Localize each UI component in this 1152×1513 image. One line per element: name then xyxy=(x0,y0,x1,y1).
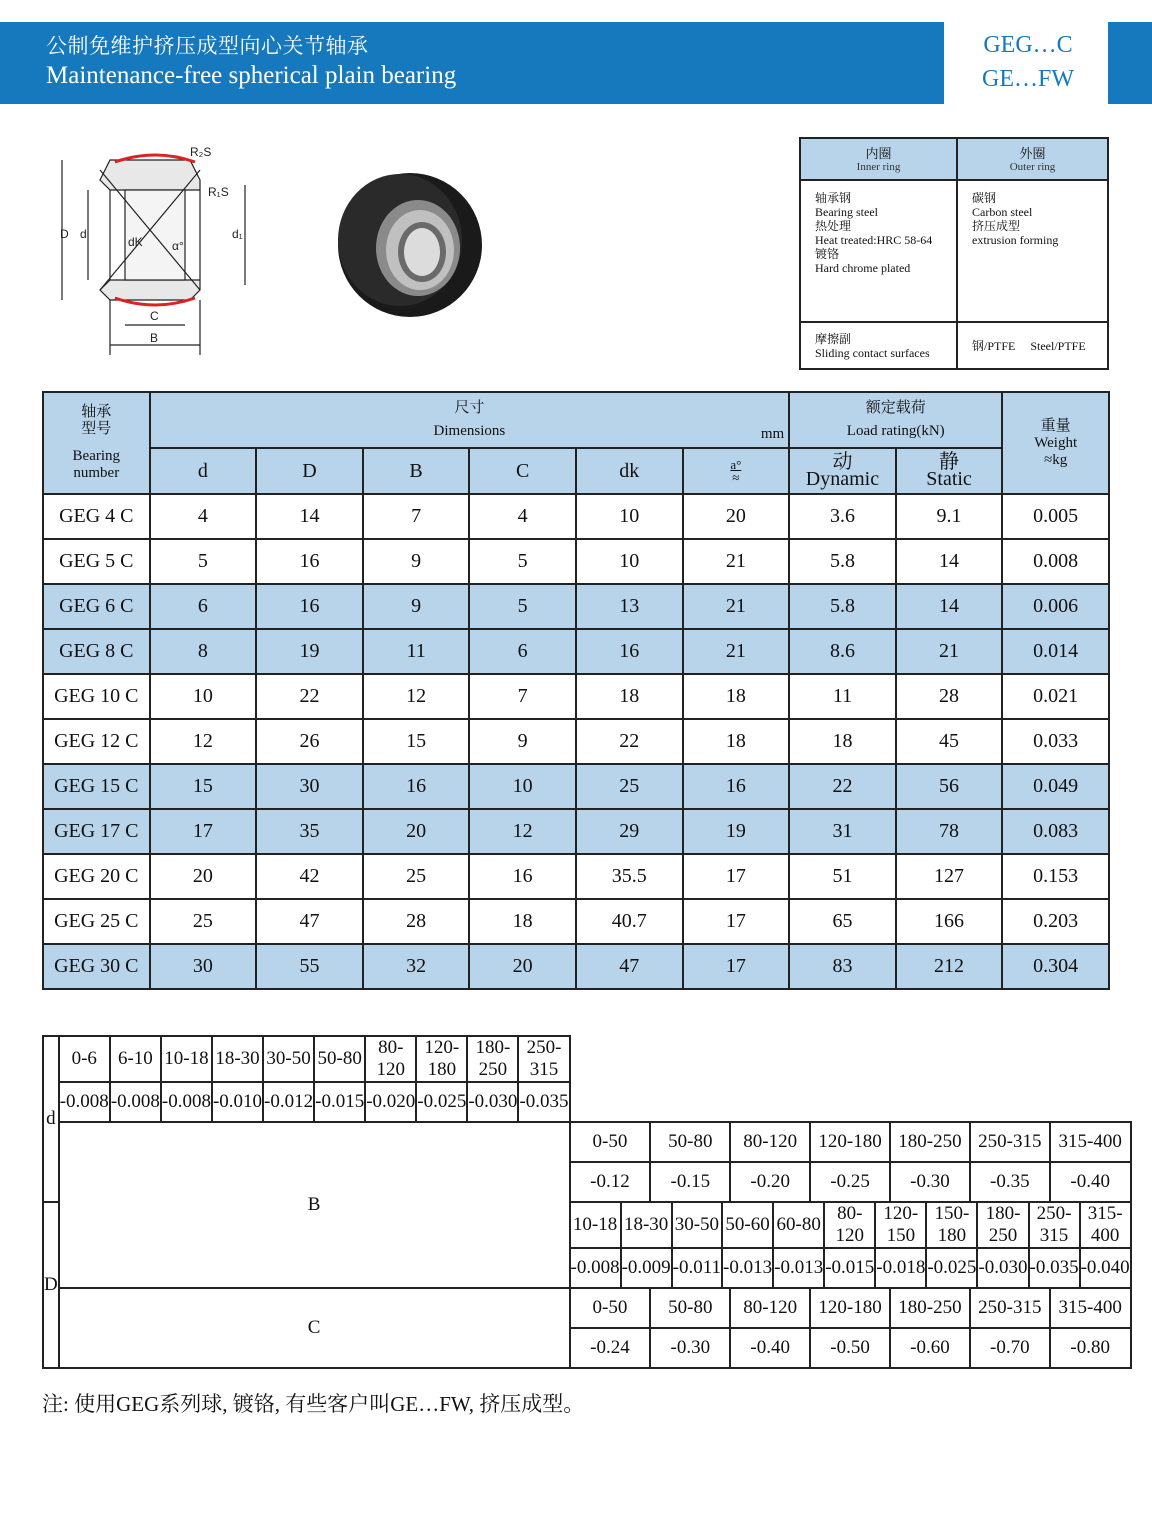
tolerance-value-cell: -0.010 xyxy=(212,1082,263,1121)
table-cell: 4 xyxy=(150,494,257,539)
table-cell: 13 xyxy=(576,584,683,629)
table-cell: 0.033 xyxy=(1002,719,1109,764)
label-C: C xyxy=(150,309,159,323)
tolerance-value-cell: -0.40 xyxy=(730,1328,810,1367)
tolerance-range-cell: 30-50 xyxy=(263,1037,314,1082)
table-cell: 8.6 xyxy=(789,629,896,674)
tolerance-range-cell: 180-250 xyxy=(467,1037,518,1082)
tolerance-value-cell: -0.60 xyxy=(890,1328,970,1367)
table-row xyxy=(43,719,1109,764)
tolerance-range-cell: 150-180 xyxy=(926,1203,977,1248)
tolerance-range-cell: 0-50 xyxy=(571,1123,651,1162)
table-cell: 26 xyxy=(256,719,363,764)
table-cell: 25 xyxy=(363,854,470,899)
bearing-number-cell: GEG 4 C xyxy=(43,494,150,539)
tolerance-range-cell: 250-315 xyxy=(518,1037,568,1082)
table-cell: 20 xyxy=(469,944,576,989)
table-cell: 0.083 xyxy=(1002,809,1109,854)
tolerance-range-cell: 0-50 xyxy=(571,1289,651,1328)
tolerance-value-cell: -0.25 xyxy=(810,1162,890,1201)
tolerance-range-cell: 250-315 xyxy=(970,1289,1050,1328)
bearing-number-cell: GEG 17 C xyxy=(43,809,150,854)
table-row xyxy=(43,539,1109,584)
table-cell: 16 xyxy=(683,764,790,809)
bearing-number-cell: GEG 20 C xyxy=(43,854,150,899)
bearing-number-cell: GEG 5 C xyxy=(43,539,150,584)
tolerance-label: C xyxy=(59,1288,570,1368)
label-dk: dK xyxy=(128,235,143,249)
table-cell: 0.005 xyxy=(1002,494,1109,539)
bearing-number-cell: GEG 25 C xyxy=(43,899,150,944)
tolerance-value-cell: -0.018 xyxy=(875,1248,926,1287)
table-cell: 0.021 xyxy=(1002,674,1109,719)
tolerance-value-cell: -0.035 xyxy=(1029,1248,1080,1287)
table-cell: 42 xyxy=(256,854,363,899)
table-cell: 83 xyxy=(789,944,896,989)
tolerance-value-cell: -0.013 xyxy=(722,1248,773,1287)
header-bearing-number: 轴承 型号 Bearing number xyxy=(43,392,150,494)
tolerance-value-cell: -0.30 xyxy=(890,1162,970,1201)
table-cell: 28 xyxy=(896,674,1003,719)
tolerance-label: B xyxy=(59,1122,570,1288)
table-cell: 5 xyxy=(469,584,576,629)
table-cell: 5 xyxy=(150,539,257,584)
table-cell: 9 xyxy=(363,584,470,629)
table-cell: 9 xyxy=(363,539,470,584)
table-cell: 17 xyxy=(683,944,790,989)
tolerance-range-cell: 120-180 xyxy=(810,1123,890,1162)
tolerance-range-cell: 80-120 xyxy=(824,1203,875,1248)
table-cell: 15 xyxy=(363,719,470,764)
tolerance-range-cell: 315-400 xyxy=(1050,1289,1130,1328)
series-code-geg: GEG…C xyxy=(983,32,1073,58)
table-cell: 17 xyxy=(150,809,257,854)
tolerance-range-cell: 250-315 xyxy=(970,1123,1050,1162)
tolerance-range-row xyxy=(43,1122,1131,1202)
table-cell: 212 xyxy=(896,944,1003,989)
table-cell: 14 xyxy=(256,494,363,539)
tolerance-value-cell: -0.030 xyxy=(977,1248,1028,1287)
table-cell: 22 xyxy=(789,764,896,809)
outer-ring-material: 碳钢 Carbon steel 挤压成型 extrusion forming xyxy=(957,180,1108,322)
table-cell: 15 xyxy=(150,764,257,809)
tolerance-value-cell: -0.015 xyxy=(314,1082,365,1121)
table-cell: 31 xyxy=(789,809,896,854)
table-cell: 14 xyxy=(896,584,1003,629)
tolerance-range-cell: 30-50 xyxy=(672,1203,722,1248)
tolerance-range-cell: 50-80 xyxy=(314,1037,365,1082)
outer-ring-header: 外圈 Outer ring xyxy=(957,138,1108,180)
table-cell: 35.5 xyxy=(576,854,683,899)
inner-ring-header: 内圈 Inner ring xyxy=(800,138,957,180)
table-cell: 4 xyxy=(469,494,576,539)
table-cell: 12 xyxy=(363,674,470,719)
tolerance-range-cell: 18-30 xyxy=(212,1037,263,1082)
table-cell: 21 xyxy=(683,539,790,584)
tolerance-value-cell: -0.008 xyxy=(110,1082,161,1121)
tolerance-value-cell: -0.011 xyxy=(672,1248,722,1287)
table-cell: 166 xyxy=(896,899,1003,944)
table-row xyxy=(43,584,1109,629)
table-row xyxy=(43,674,1109,719)
table-cell: 18 xyxy=(789,719,896,764)
table-row xyxy=(43,809,1109,854)
col-C: C xyxy=(469,448,576,494)
table-cell: 78 xyxy=(896,809,1003,854)
table-cell: 9 xyxy=(469,719,576,764)
label-d: d xyxy=(80,227,87,241)
materials-table xyxy=(799,137,1109,370)
table-cell: 20 xyxy=(683,494,790,539)
inner-ring-material: 轴承钢 Bearing steel 热处理 Heat treated:HRC 58-64 镀铬 Hard chrome plated xyxy=(800,180,957,322)
table-cell: 22 xyxy=(576,719,683,764)
table-cell: 3.6 xyxy=(789,494,896,539)
tolerance-value-cell: -0.50 xyxy=(810,1328,890,1367)
series-code-ge: GE…FW xyxy=(982,66,1074,92)
table-cell: 65 xyxy=(789,899,896,944)
tolerance-value-cell: -0.80 xyxy=(1050,1328,1130,1367)
tolerance-value-cell: -0.025 xyxy=(926,1248,977,1287)
table-cell: 18 xyxy=(576,674,683,719)
tolerance-value-cell: -0.20 xyxy=(730,1162,810,1201)
table-cell: 7 xyxy=(363,494,470,539)
col-static: 静 Static xyxy=(896,448,1003,494)
table-cell: 17 xyxy=(683,854,790,899)
tolerance-range-cell: 120-180 xyxy=(416,1037,467,1082)
tolerance-range-cell: 10-18 xyxy=(571,1203,621,1248)
bearing-number-cell: GEG 15 C xyxy=(43,764,150,809)
bearing-number-cell: GEG 30 C xyxy=(43,944,150,989)
table-cell: 29 xyxy=(576,809,683,854)
table-cell: 127 xyxy=(896,854,1003,899)
table-row xyxy=(43,854,1109,899)
tolerance-range-cell: 60-80 xyxy=(773,1203,824,1248)
bearing-number-cell: GEG 8 C xyxy=(43,629,150,674)
footnote: 注: 使用GEG系列球, 镀铬, 有些客户叫GE…FW, 挤压成型。 xyxy=(42,1392,585,1416)
header-tab xyxy=(1108,22,1152,104)
col-B: B xyxy=(363,448,470,494)
tolerance-label: d xyxy=(43,1036,59,1202)
table-cell: 0.153 xyxy=(1002,854,1109,899)
table-cell: 0.304 xyxy=(1002,944,1109,989)
table-row xyxy=(43,899,1109,944)
tolerance-value-cell: -0.12 xyxy=(571,1162,651,1201)
tolerance-value-cell: -0.008 xyxy=(161,1082,212,1121)
tolerance-range-cell: 180-250 xyxy=(977,1203,1028,1248)
bearing-number-cell: GEG 12 C xyxy=(43,719,150,764)
tolerance-range-row xyxy=(43,1036,1131,1122)
table-cell: 47 xyxy=(256,899,363,944)
table-cell: 0.008 xyxy=(1002,539,1109,584)
table-cell: 16 xyxy=(469,854,576,899)
table-cell: 6 xyxy=(150,584,257,629)
table-cell: 18 xyxy=(683,674,790,719)
bearing-number-cell: GEG 6 C xyxy=(43,584,150,629)
tolerance-range-cell: 50-60 xyxy=(722,1203,773,1248)
label-alpha: α° xyxy=(172,239,184,253)
table-cell: 16 xyxy=(256,584,363,629)
tolerance-value-cell: -0.15 xyxy=(650,1162,730,1201)
table-cell: 20 xyxy=(363,809,470,854)
tolerance-range-cell: 120-180 xyxy=(810,1289,890,1328)
table-cell: 10 xyxy=(576,494,683,539)
tolerance-range-cell: 50-80 xyxy=(650,1123,730,1162)
table-row xyxy=(43,764,1109,809)
table-cell: 7 xyxy=(469,674,576,719)
col-dynamic: 动 Dynamic xyxy=(789,448,896,494)
col-dk: dk xyxy=(576,448,683,494)
table-cell: 21 xyxy=(896,629,1003,674)
table-cell: 55 xyxy=(256,944,363,989)
table-cell: 14 xyxy=(896,539,1003,584)
table-cell: 12 xyxy=(469,809,576,854)
tolerance-value-cell: -0.013 xyxy=(773,1248,824,1287)
tolerance-value-cell: -0.012 xyxy=(263,1082,314,1121)
table-cell: 10 xyxy=(150,674,257,719)
table-cell: 0.014 xyxy=(1002,629,1109,674)
bearing-number-cell: GEG 10 C xyxy=(43,674,150,719)
table-cell: 20 xyxy=(150,854,257,899)
tolerance-label: D xyxy=(43,1202,59,1368)
tolerance-range-cell: 120-150 xyxy=(875,1203,926,1248)
table-cell: 10 xyxy=(469,764,576,809)
tolerance-range-row xyxy=(43,1288,1131,1368)
tolerance-range-cell: 10-18 xyxy=(161,1037,212,1082)
tolerance-value-cell: -0.035 xyxy=(518,1082,568,1121)
bearing-cross-section-diagram xyxy=(40,130,280,365)
table-cell: 56 xyxy=(896,764,1003,809)
table-cell: 21 xyxy=(683,629,790,674)
tolerance-value-cell: -0.30 xyxy=(650,1328,730,1367)
tolerance-range-cell: 6-10 xyxy=(110,1037,161,1082)
bearing-photo xyxy=(330,160,490,330)
header-dimensions: 尺寸 Dimensions mm xyxy=(150,392,790,448)
tolerance-range-cell: 0-6 xyxy=(60,1037,110,1082)
table-cell: 9.1 xyxy=(896,494,1003,539)
table-cell: 30 xyxy=(256,764,363,809)
tolerance-value-cell: -0.008 xyxy=(60,1082,110,1121)
table-cell: 30 xyxy=(150,944,257,989)
header-load-rating: 额定载荷 Load rating(kN) xyxy=(789,392,1002,448)
table-cell: 19 xyxy=(256,629,363,674)
table-cell: 19 xyxy=(683,809,790,854)
table-cell: 11 xyxy=(789,674,896,719)
table-cell: 40.7 xyxy=(576,899,683,944)
table-cell: 45 xyxy=(896,719,1003,764)
table-cell: 21 xyxy=(683,584,790,629)
tolerance-value-cell: -0.025 xyxy=(416,1082,467,1121)
tolerance-value-cell: -0.008 xyxy=(571,1248,621,1287)
tolerance-range-cell: 50-80 xyxy=(650,1289,730,1328)
table-cell: 32 xyxy=(363,944,470,989)
tolerance-range-cell: 180-250 xyxy=(890,1289,970,1328)
label-r2s: R₂S xyxy=(190,145,212,159)
table-row xyxy=(43,494,1109,539)
tolerance-range-cell: 315-400 xyxy=(1080,1203,1130,1248)
table-cell: 18 xyxy=(469,899,576,944)
table-cell: 8 xyxy=(150,629,257,674)
tolerance-value-cell: -0.35 xyxy=(970,1162,1050,1201)
table-cell: 12 xyxy=(150,719,257,764)
tolerance-table xyxy=(42,1035,1132,1369)
table-cell: 5 xyxy=(469,539,576,584)
tolerance-value-cell: -0.70 xyxy=(970,1328,1050,1367)
table-cell: 5.8 xyxy=(789,539,896,584)
label-r1s: R₁S xyxy=(208,185,229,199)
tolerance-value-cell: -0.030 xyxy=(467,1082,518,1121)
tolerance-value-cell: -0.040 xyxy=(1080,1248,1130,1287)
tolerance-value-cell: -0.24 xyxy=(571,1328,651,1367)
tolerance-range-cell: 180-250 xyxy=(890,1123,970,1162)
tolerance-range-cell: 80-120 xyxy=(365,1037,416,1082)
table-cell: 17 xyxy=(683,899,790,944)
table-row xyxy=(43,944,1109,989)
table-cell: 16 xyxy=(363,764,470,809)
label-B: B xyxy=(150,331,159,345)
tolerance-range-cell: 250-315 xyxy=(1029,1203,1080,1248)
sliding-surface-value: 钢/PTFE Steel/PTFE xyxy=(957,322,1108,369)
label-D: D xyxy=(60,227,69,241)
table-row xyxy=(43,629,1109,674)
col-alpha: a° ≈ xyxy=(683,448,790,494)
table-cell: 25 xyxy=(576,764,683,809)
table-cell: 0.203 xyxy=(1002,899,1109,944)
table-cell: 28 xyxy=(363,899,470,944)
header-weight: 重量 Weight ≈kg xyxy=(1002,392,1109,494)
table-cell: 0.049 xyxy=(1002,764,1109,809)
tolerance-range-cell: 80-120 xyxy=(730,1123,810,1162)
table-cell: 35 xyxy=(256,809,363,854)
table-cell: 51 xyxy=(789,854,896,899)
title-en: Maintenance-free spherical plain bearing xyxy=(46,62,457,89)
table-cell: 0.006 xyxy=(1002,584,1109,629)
tolerance-range-cell: 18-30 xyxy=(621,1203,672,1248)
tolerance-range-cell: 80-120 xyxy=(730,1289,810,1328)
tolerance-value-cell: -0.020 xyxy=(365,1082,416,1121)
tolerance-value-cell: -0.015 xyxy=(824,1248,875,1287)
table-cell: 5.8 xyxy=(789,584,896,629)
col-d: d xyxy=(150,448,257,494)
table-cell: 22 xyxy=(256,674,363,719)
table-cell: 47 xyxy=(576,944,683,989)
tolerance-value-cell: -0.009 xyxy=(621,1248,672,1287)
table-cell: 6 xyxy=(469,629,576,674)
dimensions-table xyxy=(42,391,1110,990)
table-cell: 16 xyxy=(256,539,363,584)
table-cell: 16 xyxy=(576,629,683,674)
tolerance-range-cell: 315-400 xyxy=(1050,1123,1130,1162)
tolerance-value-cell: -0.40 xyxy=(1050,1162,1130,1201)
table-cell: 18 xyxy=(683,719,790,764)
title-cn: 公制免维护挤压成型向心关节轴承 xyxy=(46,34,369,58)
table-cell: 25 xyxy=(150,899,257,944)
sliding-surface-label: 摩擦副 Sliding contact surfaces xyxy=(800,322,957,369)
table-cell: 10 xyxy=(576,539,683,584)
col-D: D xyxy=(256,448,363,494)
table-cell: 11 xyxy=(363,629,470,674)
label-d1: d₁ xyxy=(232,227,243,241)
